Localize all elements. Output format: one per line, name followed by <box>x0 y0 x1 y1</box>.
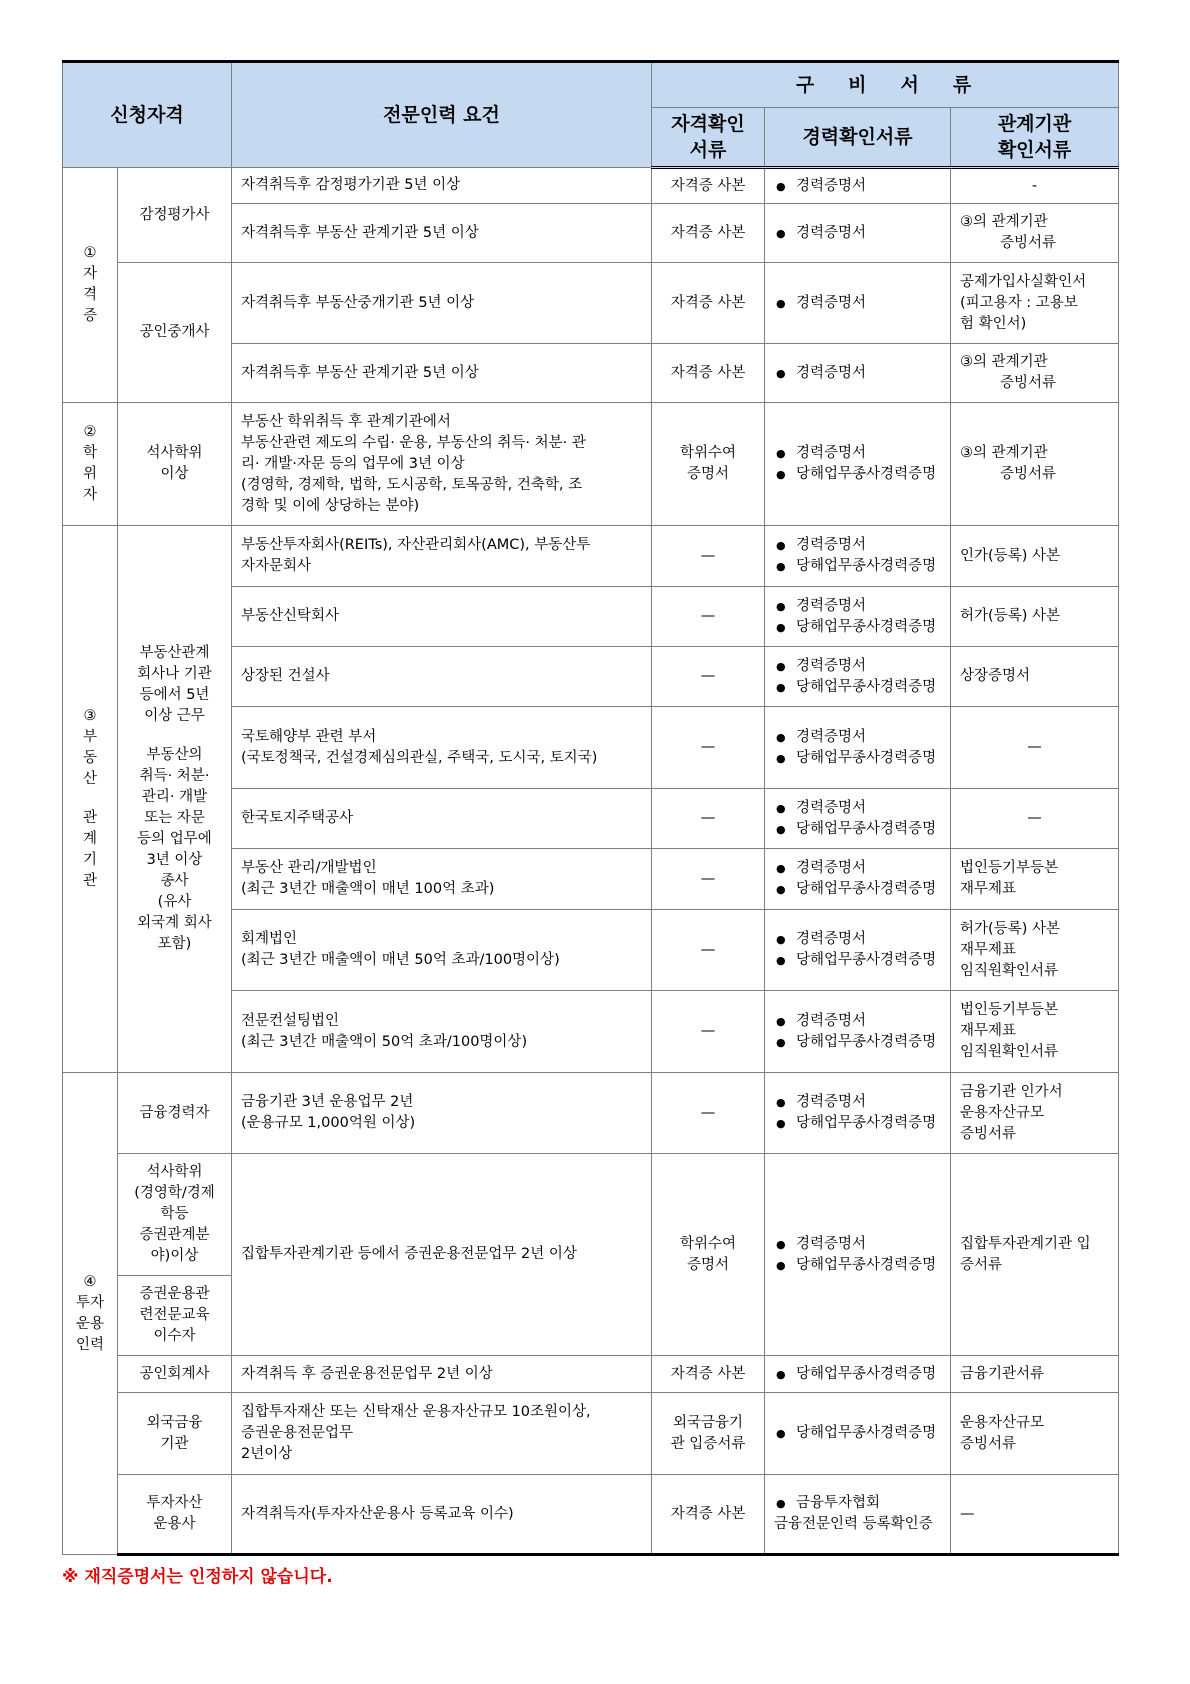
header-agency-docs: 관계기관 확인서류 <box>951 108 1119 168</box>
qual-cell: 자격증 사본 <box>652 344 765 403</box>
table-row <box>63 263 1119 344</box>
requirement-cell: 자격취득자(투자자산운용사 등록교육 이수) <box>232 1475 652 1555</box>
table-row <box>63 1073 1119 1154</box>
career-cell: ● 경력증명서 ● 당해업무종사경력증명 <box>765 910 951 991</box>
agency-cell: 법인등기부등본 재무제표 임직원확인서류 <box>951 991 1119 1073</box>
qual-cell: — <box>652 910 765 991</box>
section-label-1: ① 자 격 증 <box>63 168 118 403</box>
header-career-docs: 경력확인서류 <box>765 108 951 168</box>
qual-cell: 외국금융기 관 입증서류 <box>652 1393 765 1475</box>
qual-cell: — <box>652 789 765 849</box>
career-cell: ● 경력증명서 ● 당해업무종사경력증명 <box>765 403 951 526</box>
footnote: ※ 재직증명서는 인정하지 않습니다. <box>62 1567 333 1587</box>
career-cell: ● 경력증명서 <box>765 204 951 263</box>
sub-masters2: 석사학위 (경영학/경제 학등 증권관계분 야)이상 <box>118 1154 232 1276</box>
table-row <box>63 168 1119 204</box>
header-qual-docs: 자격확인 서류 <box>652 108 765 168</box>
qual-cell: 자격증 사본 <box>652 168 765 204</box>
sub-asset-manager: 투자자산 운용사 <box>118 1475 232 1555</box>
career-cell: ● 당해업무종사경력증명 <box>765 1356 951 1393</box>
career-cell: ● 경력증명서 ● 당해업무종사경력증명 <box>765 1073 951 1154</box>
table-row <box>63 1356 1119 1393</box>
agency-cell: — <box>951 1475 1119 1555</box>
qual-cell: 자격증 사본 <box>652 1475 765 1555</box>
sub-cpa: 공인회계사 <box>118 1356 232 1393</box>
table-row <box>63 403 1119 526</box>
qual-cell: 자격증 사본 <box>652 1356 765 1393</box>
requirement-cell: 자격취득 후 증권운용전문업무 2년 이상 <box>232 1356 652 1393</box>
requirement-cell: 국토해양부 관련 부서 (국토정책국, 건설경제심의관실, 주택국, 도시국, 토지국) <box>232 707 652 789</box>
career-cell: ● 경력증명서 <box>765 344 951 403</box>
career-cell: ● 경력증명서 ● 당해업무종사경력증명 <box>765 991 951 1073</box>
agency-cell: 금융기관 인가서 운용자산규모 증빙서류 <box>951 1073 1119 1154</box>
career-cell: ● 당해업무종사경력증명 <box>765 1393 951 1475</box>
document <box>62 60 1118 1587</box>
requirement-cell: 상장된 건설사 <box>232 647 652 707</box>
career-cell: ● 경력증명서 ● 당해업무종사경력증명 <box>765 789 951 849</box>
career-cell: ● 경력증명서 ● 당해업무종사경력증명 <box>765 849 951 910</box>
agency-cell: 금융기관서류 <box>951 1356 1119 1393</box>
requirement-cell: 자격취득후 부동산중개기관 5년 이상 <box>232 263 652 344</box>
qual-cell: — <box>652 991 765 1073</box>
requirement-cell: 회계법인 (최근 3년간 매출액이 매년 50억 초과/100명이상) <box>232 910 652 991</box>
table-row <box>63 1393 1119 1475</box>
requirement-cell: 자격취득후 부동산 관계기관 5년 이상 <box>232 204 652 263</box>
agency-cell: 상장증명서 <box>951 647 1119 707</box>
sub-securities-edu: 증권운용관 련전문교육 이수자 <box>118 1276 232 1356</box>
qual-cell: — <box>652 849 765 910</box>
agency-cell: 허가(등록) 사본 재무제표 임직원확인서류 <box>951 910 1119 991</box>
qual-cell: 학위수여 증명서 <box>652 403 765 526</box>
career-cell: ● 금융투자협회 금융전문인력 등록확인증 <box>765 1475 951 1555</box>
agency-cell: 인가(등록) 사본 <box>951 526 1119 587</box>
requirement-cell: 자격취득후 감정평가기관 5년 이상 <box>232 168 652 204</box>
qual-cell: 자격증 사본 <box>652 204 765 263</box>
qual-cell: — <box>652 707 765 789</box>
table-row <box>63 1154 1119 1276</box>
requirement-cell: 자격취득후 부동산 관계기관 5년 이상 <box>232 344 652 403</box>
requirement-cell: 집합투자관계기관 등에서 증권운용전문업무 2년 이상 <box>232 1154 652 1356</box>
sub-appraiser: 감정평가사 <box>118 168 232 263</box>
section-label-4: ④ 투자 운용 인력 <box>63 1073 118 1555</box>
agency-cell: — <box>951 789 1119 849</box>
qual-cell: — <box>652 526 765 587</box>
sub-masters: 석사학위 이상 <box>118 403 232 526</box>
table-row <box>63 1475 1119 1555</box>
qual-cell: 자격증 사본 <box>652 263 765 344</box>
agency-cell: ③의 관계기관 증빙서류 <box>951 204 1119 263</box>
qual-cell: — <box>652 647 765 707</box>
header-docs-group: 구비서류 <box>652 62 1119 108</box>
requirement-cell: 집합투자재산 또는 신탁재산 운용자산규모 10조원이상, 증권운용전문업무 2년이상 <box>232 1393 652 1475</box>
section-label-2: ② 학 위 자 <box>63 403 118 526</box>
agency-cell: ③의 관계기관 증빙서류 <box>951 344 1119 403</box>
section-label-3: ③ 부 동 산 관 계 기 관 <box>63 526 118 1073</box>
requirements-table <box>62 60 1119 1556</box>
career-cell: ● 경력증명서 ● 당해업무종사경력증명 <box>765 647 951 707</box>
career-cell: ● 경력증명서 ● 당해업무종사경력증명 <box>765 1154 951 1356</box>
career-cell: ● 경력증명서 <box>765 263 951 344</box>
agency-cell: ③의 관계기관 증빙서류 <box>951 403 1119 526</box>
qual-cell: — <box>652 1073 765 1154</box>
sub-broker: 공인중개사 <box>118 263 232 403</box>
career-cell: ● 경력증명서 ● 당해업무종사경력증명 <box>765 587 951 647</box>
requirement-cell: 전문컨설팅법인 (최근 3년간 매출액이 50억 초과/100명이상) <box>232 991 652 1073</box>
agency-cell: 허가(등록) 사본 <box>951 587 1119 647</box>
header-applicant: 신청자격 <box>63 62 232 168</box>
agency-cell: 공제가입사실확인서 (피고용자 : 고용보 험 확인서) <box>951 263 1119 344</box>
career-cell: ● 경력증명서 <box>765 168 951 204</box>
qual-cell: 학위수여 증명서 <box>652 1154 765 1356</box>
sub-finance: 금융경력자 <box>118 1073 232 1154</box>
sub-realestate-desc: 부동산관계 회사나 기관 등에서 5년 이상 근무 부동산의 취득· 처분· 관리· 개발 또는 자문 등의 업무에 3년 이상 종사 (유사 외국계 회사 포함) <box>118 526 232 1073</box>
header-requirement: 전문인력 요건 <box>232 62 652 168</box>
agency-cell: 운용자산규모 증빙서류 <box>951 1393 1119 1475</box>
qual-cell: — <box>652 587 765 647</box>
requirement-cell: 부동산신탁회사 <box>232 587 652 647</box>
requirement-cell: 부동산투자회사(REITs), 자산관리회사(AMC), 부동산투 자자문회사 <box>232 526 652 587</box>
requirement-cell: 금융기관 3년 운용업무 2년 (운용규모 1,000억원 이상) <box>232 1073 652 1154</box>
agency-cell: — <box>951 707 1119 789</box>
sub-foreign: 외국금융 기관 <box>118 1393 232 1475</box>
agency-cell: - <box>951 168 1119 204</box>
requirement-cell: 부동산 학위취득 후 관계기관에서 부동산관련 제도의 수립· 운용, 부동산의 취득· 처분· 관 리· 개발·자문 등의 업무에 3년 이상 (경영학, 경제학, 법학, 도시공학, 토목공학, 건축학, 조 경학 및 이에 상당하는 분야) <box>232 403 652 526</box>
agency-cell: 법인등기부등본 재무제표 <box>951 849 1119 910</box>
career-cell: ● 경력증명서 ● 당해업무종사경력증명 <box>765 526 951 587</box>
table-row <box>63 526 1119 587</box>
requirement-cell: 부동산 관리/개발법인 (최근 3년간 매출액이 매년 100억 초과) <box>232 849 652 910</box>
agency-cell: 집합투자관계기관 입 증서류 <box>951 1154 1119 1356</box>
career-cell: ● 경력증명서 ● 당해업무종사경력증명 <box>765 707 951 789</box>
requirement-cell: 한국토지주택공사 <box>232 789 652 849</box>
